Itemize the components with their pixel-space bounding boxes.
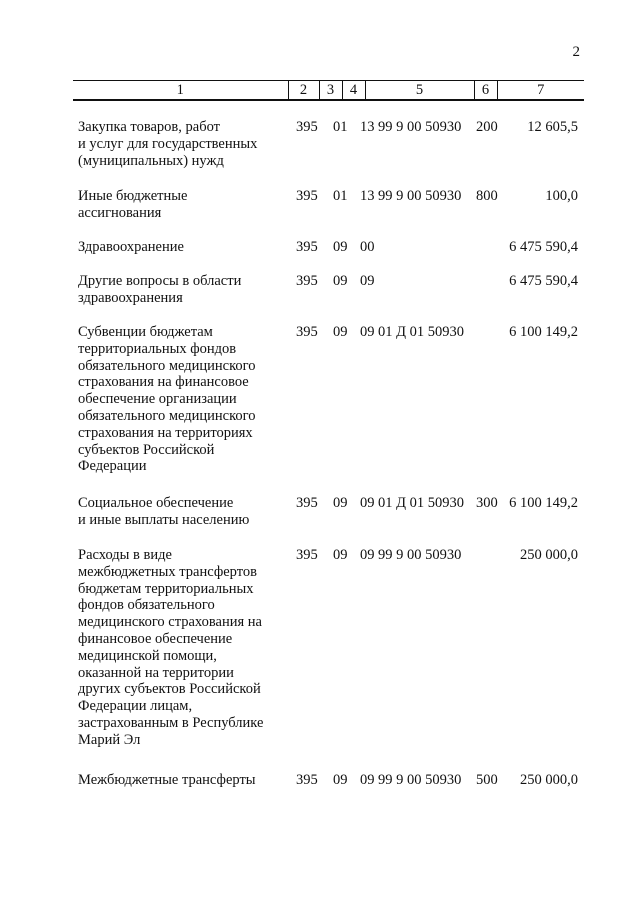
description-line: Субвенции бюджетам [78,324,213,340]
row-description [78,324,284,475]
cell-target-article: 99 9 00 50930 [378,547,462,563]
description-line: других субъектов Российской [78,681,261,698]
row-description [78,188,284,222]
cell-subsection: 13 [360,188,375,204]
description-line: застрахованным в Республике [78,714,264,731]
row-description [78,772,284,789]
cell-ministry: 395 [296,495,318,511]
description-line: фондов обязательного [78,597,215,614]
row-description [78,239,284,256]
description-line: территориальных фондов [78,340,237,357]
column-header-table [73,80,584,101]
description-line: бюджетам территориальных [78,580,254,597]
cell-amount: 12 605,5 [527,119,578,135]
description-line: медицинской помощи, [78,647,217,664]
description-line: межбюджетных трансфертов [78,563,257,580]
cell-target-article: 01 Д 01 50930 [378,324,465,340]
cell-ministry: 395 [296,772,318,788]
cell-target-article: 99 9 00 50930 [378,772,462,788]
cell-ministry: 395 [296,188,318,204]
cell-target-article: 01 Д 01 50930 [378,495,465,511]
cell-section: 09 [333,324,348,340]
description-line: Закупка товаров, работ [78,119,220,135]
cell-section: 09 [333,273,348,289]
cell-amount: 6 100 149,2 [509,324,578,340]
cell-subsection: 09 [360,772,375,788]
cell-amount: 6 475 590,4 [509,239,578,255]
description-line: Федерации лицам, [78,698,193,715]
cell-subsection: 13 [360,119,375,135]
description-line: страхования на финансовое [78,374,249,391]
description-line: Социальное обеспечение [78,495,234,511]
cell-expense-type: 800 [476,188,498,204]
description-line: оказанной на территории [78,664,234,681]
column-header-4: 4 [342,81,365,101]
cell-amount: 250 000,0 [520,547,578,563]
row-description [78,119,284,169]
row-description [78,495,284,529]
description-line: медицинского страхования на [78,614,262,631]
cell-target-article: 99 9 00 50930 [378,119,462,135]
cell-ministry: 395 [296,119,318,135]
cell-expense-type: 300 [476,495,498,511]
column-header-row [73,81,584,101]
column-header-5: 5 [365,81,474,101]
description-line: и иные выплаты населению [78,511,250,528]
column-header-2: 2 [288,81,319,101]
description-line: обеспечение организации [78,391,237,408]
cell-subsection: 09 [360,495,375,511]
description-line: Федерации [78,458,147,475]
cell-subsection: 09 [360,273,375,289]
description-line: и услуг для государственных [78,135,258,152]
cell-section: 09 [333,772,348,788]
cell-section: 01 [333,119,348,135]
column-header-7: 7 [497,81,584,101]
cell-ministry: 395 [296,324,318,340]
cell-section: 09 [333,239,348,255]
description-line: Иные бюджетные [78,188,188,204]
row-description [78,273,284,307]
description-line: обязательного медицинского [78,407,256,424]
column-header-1: 1 [73,81,288,101]
description-line: ассигнования [78,204,162,221]
cell-amount: 100,0 [545,188,578,204]
cell-ministry: 395 [296,547,318,563]
column-header-6: 6 [474,81,497,101]
cell-amount: 6 100 149,2 [509,495,578,511]
description-line: страхования на территориях [78,424,253,441]
cell-section: 09 [333,547,348,563]
cell-section: 01 [333,188,348,204]
cell-subsection: 00 [360,239,375,255]
description-line: Межбюджетные трансферты [78,772,256,788]
cell-expense-type: 500 [476,772,498,788]
cell-subsection: 09 [360,324,375,340]
cell-section: 09 [333,495,348,511]
cell-subsection: 09 [360,547,375,563]
cell-amount: 250 000,0 [520,772,578,788]
cell-expense-type: 200 [476,119,498,135]
cell-ministry: 395 [296,273,318,289]
description-line: Здравоохранение [78,239,184,255]
column-header-3: 3 [319,81,342,101]
description-line: Расходы в виде [78,547,172,563]
description-line: обязательного медицинского [78,357,256,374]
page-number: 2 [572,44,580,60]
description-line: (муниципальных) нужд [78,152,224,169]
cell-target-article: 99 9 00 50930 [378,188,462,204]
cell-ministry: 395 [296,239,318,255]
description-line: Другие вопросы в области [78,273,242,289]
description-line: финансовое обеспечение [78,630,233,647]
description-line: Марий Эл [78,731,141,748]
row-description [78,547,284,749]
cell-amount: 6 475 590,4 [509,273,578,289]
description-line: здравоохранения [78,289,183,306]
description-line: субъектов Российской [78,441,215,458]
